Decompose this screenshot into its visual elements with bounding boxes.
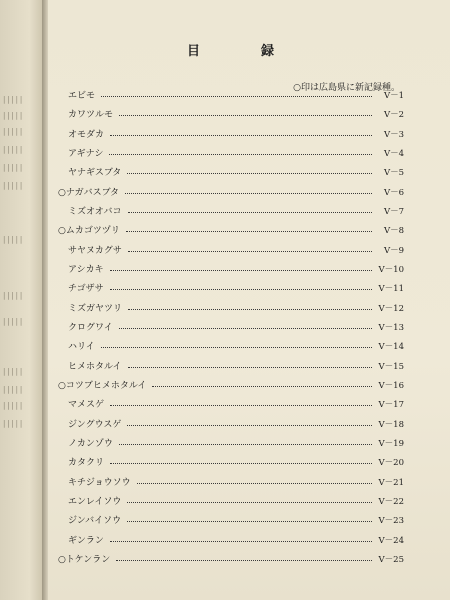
toc-entry [48, 553, 450, 567]
toc-entry-page: V－18 [378, 419, 404, 430]
facing-page-text: │││││ [2, 112, 24, 120]
contents-page: 目 録 ○印は広島県に新記録種。 エビモ V－1 カワツルモ V－2 オモダカ V－3 アギナシ V－4 ヤナギスブタ V－5 ○ナガバスブタ V－6 ミズオオバコ V－7 ○ムカゴツヅリ V－8 サヤヌカグサ V－9 アシカキ V－10 チゴザサ V－11 ミズガヤツリ V－12 クログワイ V－13 ハリイ V－14 ヒメホタルイ V－15 ○コツブヒメホタルイ V－16 マメスゲ V－17 ジングウスゲ V－18 ノカンゾウ V－19 カタクリ V－20 キチジョウソウ V－21 エンレイソウ V－22 ジンバイソウ V－23 ギンラン V－24 ○トケンラン V－25 [48, 0, 450, 600]
facing-page-text: │││││ [2, 146, 24, 154]
toc-entry-page: V－13 [378, 323, 404, 333]
toc-entry-name: ヒメホタルイ [68, 361, 122, 372]
facing-page-text: │││││ [2, 164, 24, 172]
toc-leader-dots [127, 173, 372, 174]
facing-page-text: │││││ [2, 236, 24, 244]
toc-leader-dots [137, 483, 372, 484]
toc-leader-dots [127, 425, 372, 426]
toc-entry-page: V－23 [378, 516, 404, 527]
toc-entry [48, 340, 450, 354]
facing-page-edge [0, 0, 42, 600]
toc-entry-name: ギンラン [68, 535, 104, 546]
toc-entry-page: V－15 [378, 361, 404, 372]
toc-entry-name: カタクリ [68, 458, 105, 469]
toc-entry [48, 186, 450, 200]
toc-leader-dots [127, 521, 372, 522]
toc-entry-name: ○ムカゴツヅリ [58, 226, 120, 237]
facing-page-text: │││││ [2, 368, 24, 376]
toc-entry-page: V－4 [383, 149, 404, 159]
toc-entry-name: ○ナガバスブタ [58, 187, 120, 198]
toc-entry-name: クログワイ [68, 323, 113, 333]
toc-entry-name: チゴザサ [68, 284, 104, 295]
toc-entry [48, 456, 450, 470]
toc-entry-page: V－24 [378, 535, 404, 546]
facing-page-text: │││││ [2, 318, 24, 326]
toc-entry-name: オモダカ [68, 129, 105, 140]
toc-entry [48, 108, 450, 122]
facing-page-text: │││││ [2, 402, 24, 410]
toc-entry [48, 166, 450, 180]
toc-entry-page: V－25 [378, 555, 404, 565]
toc-leader-dots [116, 560, 372, 561]
toc-leader-dots [128, 309, 372, 310]
toc-entry-name: ジンバイソウ [68, 516, 122, 527]
toc-entry-name: ○コツブヒメホタルイ [58, 381, 147, 391]
toc-entry-page: V－11 [378, 284, 404, 295]
toc-entry [48, 147, 450, 161]
facing-page-text: │││││ [2, 182, 24, 190]
toc-entry-page: V－14 [378, 342, 404, 353]
toc-leader-dots [126, 231, 372, 232]
toc-leader-dots [152, 386, 372, 387]
facing-page-text: │││││ [2, 420, 24, 428]
legend-note: ○印は広島県に新記録種。 [293, 83, 400, 93]
toc-entry-page: V－12 [378, 303, 404, 314]
toc-entry [48, 418, 450, 432]
toc-entry [48, 282, 450, 296]
toc-entry-page: V－19 [378, 439, 404, 449]
toc-entry-name: マメスゲ [68, 400, 105, 411]
toc-leader-dots [128, 367, 372, 368]
toc-leader-dots [110, 289, 372, 290]
toc-leader-dots [127, 502, 372, 503]
toc-entry-name: ○トケンラン [58, 555, 111, 565]
toc-entry [48, 514, 450, 528]
toc-entry [48, 398, 450, 412]
toc-entry-name: エンレイソウ [68, 497, 122, 507]
toc-entry-page: V－22 [378, 497, 404, 507]
toc-leader-dots [101, 96, 372, 97]
toc-entry [48, 534, 450, 548]
toc-entry-name: エビモ [68, 91, 96, 101]
toc-entry-page: V－21 [378, 477, 404, 488]
toc-leader-dots [110, 270, 372, 271]
toc-leader-dots [109, 154, 372, 155]
toc-leader-dots [110, 405, 372, 406]
toc-leader-dots [125, 193, 372, 194]
toc-entry [48, 128, 450, 142]
facing-page-text: │││││ [2, 386, 24, 394]
toc-entry-name: サヤヌカグサ [68, 245, 122, 256]
toc-entry-name: アシカキ [68, 265, 104, 275]
toc-entry-name: ノカンゾウ [68, 439, 113, 449]
toc-entry-name: アギナシ [68, 149, 104, 159]
toc-leader-dots [110, 541, 372, 542]
toc-leader-dots [119, 328, 372, 329]
toc-entry-page: V－16 [378, 381, 404, 391]
toc-leader-dots [128, 251, 372, 252]
toc-leader-dots [110, 135, 372, 136]
toc-entry-page: V－9 [383, 245, 404, 256]
toc-entry [48, 263, 450, 277]
toc-leader-dots [119, 115, 372, 116]
toc-entry-page: V－3 [383, 129, 404, 140]
toc-entry-page: V－10 [378, 265, 404, 275]
facing-page-text: │││││ [2, 128, 24, 136]
toc-leader-dots [119, 444, 372, 445]
toc-entry [48, 205, 450, 219]
toc-entry [48, 437, 450, 451]
toc-entry-name: ミズオオバコ [68, 207, 122, 217]
toc-entry-page: V－17 [378, 400, 404, 411]
toc-leader-dots [110, 463, 372, 464]
toc-entry [48, 321, 450, 335]
toc-entry [48, 244, 450, 258]
toc-entry-name: ミズガヤツリ [68, 303, 123, 314]
toc-entry-name: カワツルモ [68, 110, 114, 121]
toc-entry-name: ヤナギスブタ [68, 168, 122, 179]
toc-entry [48, 476, 450, 490]
toc-leader-dots [128, 212, 372, 213]
toc-entry-page: V－20 [378, 458, 404, 469]
toc-leader-dots [101, 347, 372, 348]
toc-entry-page: V－6 [383, 187, 404, 198]
toc-entry [48, 224, 450, 238]
toc-entry-page: V－7 [383, 207, 404, 217]
toc-entry-name: ジングウスゲ [68, 419, 122, 430]
toc-entry-page: V－8 [383, 226, 404, 237]
facing-page-text: │││││ [2, 292, 24, 300]
toc-entry-page: V－2 [383, 110, 404, 121]
toc-entry-name: ハリイ [68, 342, 95, 353]
facing-page-text: │││││ [2, 96, 24, 104]
toc-entry [48, 89, 450, 103]
toc-entry [48, 302, 450, 316]
toc-entry [48, 360, 450, 374]
toc-entry-name: キチジョウソウ [68, 477, 131, 488]
toc-entry-page: V－5 [383, 168, 404, 179]
toc-entry [48, 495, 450, 509]
toc-entry-page: V－1 [383, 91, 404, 101]
toc-entry [48, 379, 450, 393]
